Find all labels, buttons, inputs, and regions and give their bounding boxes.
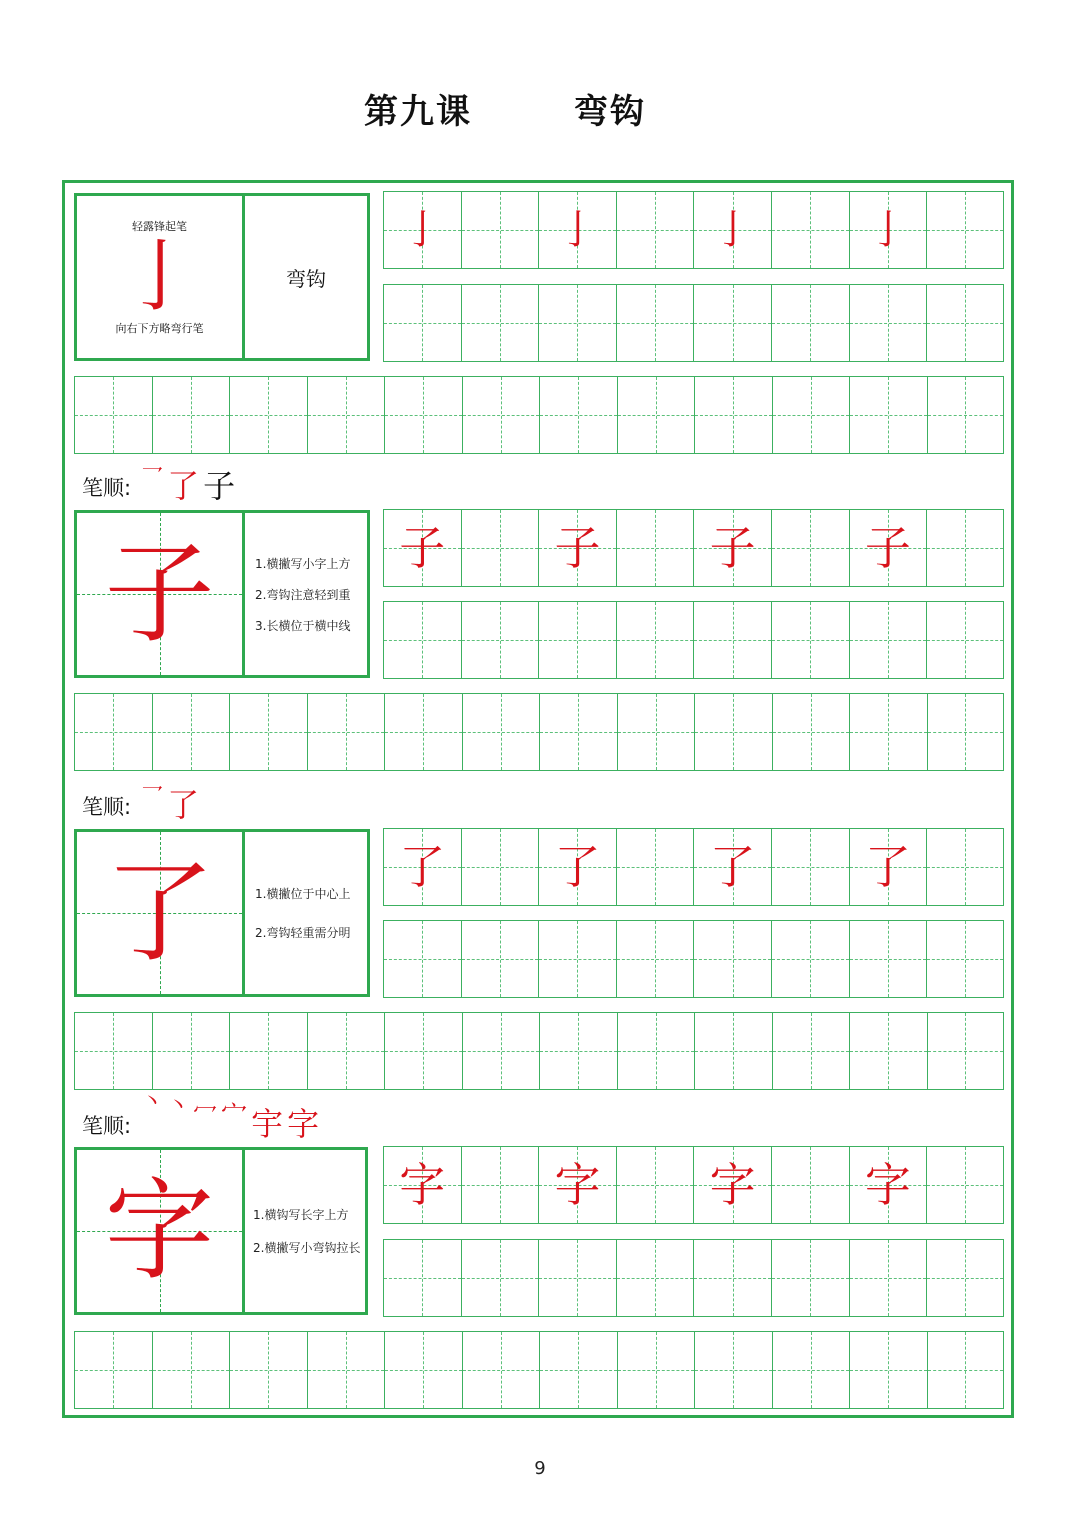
- writing-tips: [245, 513, 367, 675]
- tip: 1.横撇写小字上方: [255, 556, 351, 571]
- practice-cell[interactable]: [230, 1332, 308, 1408]
- order-step: 子: [203, 467, 236, 505]
- practice-cell[interactable]: [539, 829, 617, 905]
- model-char: 了: [554, 840, 601, 894]
- practice-cell[interactable]: [539, 510, 617, 586]
- practice-row-full: [74, 1331, 1004, 1409]
- practice-cell[interactable]: [230, 377, 308, 453]
- stroke-order-label: 笔顺:: [82, 795, 132, 819]
- practice-cell[interactable]: [539, 602, 617, 678]
- stroke-glyph: 亅: [120, 232, 199, 322]
- practice-cell[interactable]: [850, 1013, 928, 1089]
- stroke-order-label: 笔顺:: [82, 476, 132, 500]
- practice-cell[interactable]: [540, 694, 618, 770]
- stroke-bottom-note: 向右下方略弯行笔: [115, 322, 204, 335]
- practice-cell[interactable]: [384, 602, 462, 678]
- practice-cell[interactable]: [618, 1332, 696, 1408]
- stroke-top-note: 轻露锋起笔: [132, 220, 187, 233]
- practice-cell[interactable]: [772, 1240, 850, 1316]
- practice-cell[interactable]: [462, 921, 540, 997]
- order-step: 冖: [193, 1098, 218, 1126]
- practice-cell[interactable]: [617, 829, 695, 905]
- model-stroke: 亅: [402, 207, 443, 253]
- practice-cell[interactable]: [308, 694, 386, 770]
- practice-cell[interactable]: [463, 694, 541, 770]
- practice-cell[interactable]: [617, 1147, 695, 1223]
- practice-cell[interactable]: [927, 192, 1003, 268]
- model-char: 了: [399, 840, 446, 894]
- practice-cell[interactable]: [772, 510, 850, 586]
- practice-cell[interactable]: [850, 1240, 928, 1316]
- model-char: 字: [709, 1158, 756, 1212]
- practice-cell[interactable]: [462, 829, 540, 905]
- page-title: [0, 84, 1080, 134]
- practice-cell[interactable]: [927, 510, 1003, 586]
- practice-cell[interactable]: [695, 1332, 773, 1408]
- practice-cell[interactable]: [540, 1332, 618, 1408]
- model-char-large: 子: [104, 530, 215, 658]
- model-char: 了: [864, 840, 911, 894]
- stroke-order: [82, 781, 203, 824]
- practice-cell[interactable]: [75, 694, 153, 770]
- practice-cell[interactable]: [540, 377, 618, 453]
- stroke-demo-cell: [77, 196, 245, 358]
- practice-cell[interactable]: [308, 377, 386, 453]
- practice-cell[interactable]: [773, 694, 851, 770]
- practice-cell[interactable]: [694, 829, 772, 905]
- practice-row: [383, 1146, 1004, 1224]
- practice-cell[interactable]: [618, 377, 696, 453]
- practice-cell[interactable]: [384, 921, 462, 997]
- practice-cell[interactable]: [462, 1147, 540, 1223]
- practice-cell[interactable]: [462, 602, 540, 678]
- practice-cell[interactable]: [850, 921, 928, 997]
- practice-cell[interactable]: [384, 829, 462, 905]
- practice-cell[interactable]: [694, 602, 772, 678]
- practice-cell[interactable]: [308, 1332, 386, 1408]
- practice-cell[interactable]: [695, 377, 773, 453]
- practice-cell[interactable]: [928, 377, 1004, 453]
- practice-cell[interactable]: [850, 1332, 928, 1408]
- order-step: 宇: [251, 1105, 284, 1143]
- practice-cell[interactable]: [384, 1147, 462, 1223]
- practice-cell[interactable]: [694, 1147, 772, 1223]
- practice-cell[interactable]: [694, 1240, 772, 1316]
- practice-cell[interactable]: [462, 192, 540, 268]
- practice-cell[interactable]: [773, 1013, 851, 1089]
- practice-cell[interactable]: [850, 285, 928, 361]
- char-demo-panel: [74, 1147, 368, 1315]
- practice-cell[interactable]: [927, 829, 1003, 905]
- practice-cell[interactable]: [75, 377, 153, 453]
- order-step: 字: [287, 1105, 320, 1143]
- practice-cell[interactable]: [75, 1013, 153, 1089]
- practice-cell[interactable]: [850, 694, 928, 770]
- char-demo-cell: [77, 513, 245, 675]
- practice-cell[interactable]: [539, 192, 617, 268]
- char-demo-panel: [74, 829, 370, 997]
- practice-cell[interactable]: [539, 285, 617, 361]
- practice-cell[interactable]: [384, 510, 462, 586]
- order-step: 了: [167, 467, 200, 505]
- page-number: 9: [534, 1458, 546, 1479]
- practice-cell[interactable]: [463, 1013, 541, 1089]
- model-char: 子: [709, 521, 756, 575]
- practice-cell[interactable]: [618, 694, 696, 770]
- practice-cell[interactable]: [384, 285, 462, 361]
- practice-cell[interactable]: [772, 829, 850, 905]
- order-step: 宀: [221, 1100, 248, 1130]
- model-char: 了: [709, 840, 756, 894]
- practice-cell[interactable]: [617, 1240, 695, 1316]
- tip: 2.弯钩注意轻到重: [255, 587, 351, 602]
- char-demo-panel: [74, 510, 370, 678]
- practice-cell[interactable]: [772, 285, 850, 361]
- practice-cell[interactable]: [463, 1332, 541, 1408]
- practice-cell[interactable]: [772, 192, 850, 268]
- stroke-intro-panel: [74, 193, 370, 361]
- practice-row-full: [74, 693, 1004, 771]
- practice-cell[interactable]: [384, 192, 462, 268]
- practice-cell[interactable]: [153, 1332, 231, 1408]
- order-step: 丶: [141, 1090, 164, 1115]
- practice-cell[interactable]: [463, 377, 541, 453]
- practice-cell[interactable]: [385, 1013, 463, 1089]
- model-char: 字: [399, 1158, 446, 1212]
- tip: 2.横撇写小弯钩拉长: [253, 1241, 361, 1255]
- tip: 1.横钩写长字上方: [253, 1208, 349, 1222]
- stroke-order-label: 笔顺:: [82, 1114, 132, 1138]
- practice-cell[interactable]: [927, 602, 1003, 678]
- stroke-order: [82, 1090, 323, 1143]
- practice-cell[interactable]: [384, 1240, 462, 1316]
- lesson-topic: 弯钩: [574, 92, 646, 132]
- practice-cell[interactable]: [75, 1332, 153, 1408]
- model-char: 子: [399, 521, 446, 575]
- practice-cell[interactable]: [539, 1240, 617, 1316]
- lesson-number: 第九课: [364, 92, 472, 132]
- practice-cell[interactable]: [928, 1013, 1004, 1089]
- practice-cell[interactable]: [153, 1013, 231, 1089]
- practice-row-full: [74, 376, 1004, 454]
- writing-tips: [245, 1150, 365, 1312]
- practice-cell[interactable]: [695, 694, 773, 770]
- writing-tips: [245, 832, 367, 994]
- practice-row: [383, 828, 1004, 906]
- practice-cell[interactable]: [153, 694, 231, 770]
- model-stroke: 亅: [557, 207, 598, 253]
- model-stroke: 亅: [867, 207, 908, 253]
- practice-row: [383, 284, 1004, 362]
- practice-cell[interactable]: [230, 1013, 308, 1089]
- order-step: 乛: [141, 466, 164, 491]
- practice-cell[interactable]: [385, 1332, 463, 1408]
- practice-cell[interactable]: [850, 192, 928, 268]
- model-char: 字: [864, 1158, 911, 1212]
- practice-cell[interactable]: [850, 377, 928, 453]
- practice-row: [383, 509, 1004, 587]
- practice-cell[interactable]: [694, 921, 772, 997]
- practice-cell[interactable]: [694, 285, 772, 361]
- tip: 2.弯钩轻重需分明: [255, 926, 351, 940]
- practice-cell[interactable]: [694, 510, 772, 586]
- practice-cell[interactable]: [230, 694, 308, 770]
- practice-cell[interactable]: [695, 1013, 773, 1089]
- practice-cell[interactable]: [153, 377, 231, 453]
- practice-cell[interactable]: [850, 510, 928, 586]
- practice-cell[interactable]: [462, 1240, 540, 1316]
- practice-cell[interactable]: [694, 192, 772, 268]
- practice-cell[interactable]: [927, 921, 1003, 997]
- practice-cell[interactable]: [772, 1147, 850, 1223]
- practice-cell[interactable]: [385, 694, 463, 770]
- model-char-large: 了: [104, 849, 215, 977]
- model-char: 子: [864, 521, 911, 575]
- order-step: 乛: [141, 785, 164, 810]
- practice-cell[interactable]: [617, 602, 695, 678]
- practice-cell[interactable]: [462, 285, 540, 361]
- stroke-name: 弯钩: [286, 266, 326, 291]
- model-char: 字: [554, 1158, 601, 1212]
- practice-cell[interactable]: [928, 1332, 1004, 1408]
- practice-cell[interactable]: [385, 377, 463, 453]
- practice-row: [383, 1239, 1004, 1317]
- practice-cell[interactable]: [773, 1332, 851, 1408]
- practice-cell[interactable]: [772, 602, 850, 678]
- practice-cell[interactable]: [773, 377, 851, 453]
- order-step: 丶: [167, 1094, 190, 1119]
- order-step: 了: [167, 786, 200, 824]
- practice-cell[interactable]: [617, 510, 695, 586]
- practice-cell[interactable]: [927, 1240, 1003, 1316]
- practice-cell[interactable]: [617, 921, 695, 997]
- model-char-large: 字: [104, 1167, 215, 1295]
- model-stroke: 亅: [712, 207, 753, 253]
- practice-row: [383, 601, 1004, 679]
- practice-cell[interactable]: [850, 602, 928, 678]
- practice-cell[interactable]: [850, 1147, 928, 1223]
- model-char: 子: [554, 521, 601, 575]
- practice-cell[interactable]: [539, 921, 617, 997]
- char-demo-cell: [77, 1150, 245, 1312]
- practice-cell[interactable]: [927, 1147, 1003, 1223]
- practice-cell[interactable]: [772, 921, 850, 997]
- practice-cell[interactable]: [540, 1013, 618, 1089]
- practice-cell[interactable]: [618, 1013, 696, 1089]
- practice-row-full: [74, 1012, 1004, 1090]
- practice-cell[interactable]: [617, 192, 695, 268]
- practice-row: [383, 191, 1004, 269]
- practice-cell[interactable]: [927, 285, 1003, 361]
- tip: 1.横撇位于中心上: [255, 887, 351, 901]
- practice-cell[interactable]: [617, 285, 695, 361]
- practice-cell[interactable]: [308, 1013, 386, 1089]
- stroke-name-cell: [245, 196, 367, 358]
- practice-cell[interactable]: [928, 694, 1004, 770]
- char-demo-cell: [77, 832, 245, 994]
- tip: 3.长横位于横中线: [255, 618, 351, 633]
- practice-cell[interactable]: [850, 829, 928, 905]
- practice-cell[interactable]: [539, 1147, 617, 1223]
- practice-row: [383, 920, 1004, 998]
- practice-cell[interactable]: [462, 510, 540, 586]
- stroke-order: [82, 462, 239, 505]
